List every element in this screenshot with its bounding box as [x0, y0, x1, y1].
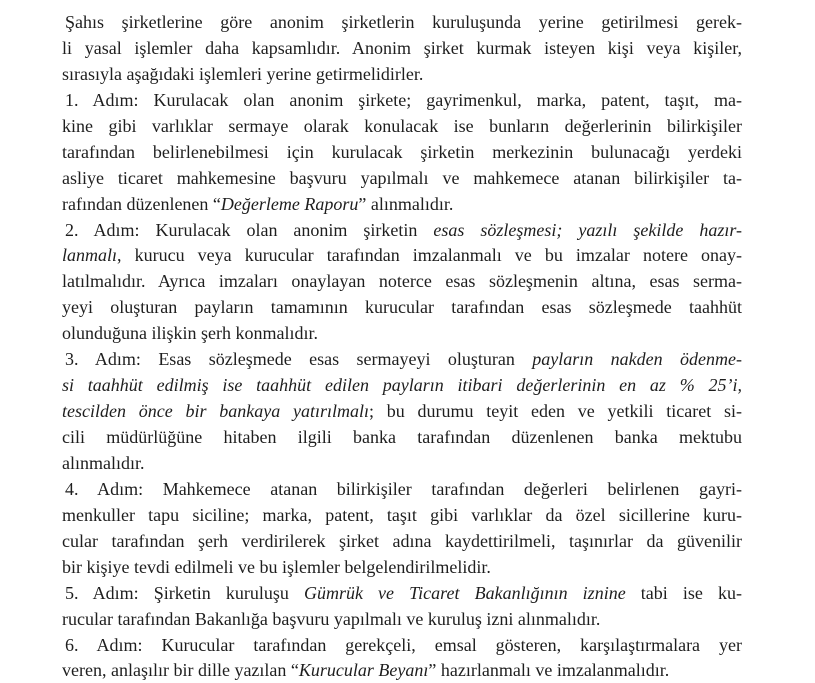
step-3-italic-c: tescilden önce bir bankaya yatırılmalı [62, 401, 369, 422]
step-3-text-a: 3. Adım: Esas sözleşmede esas sermayeyi oluşturan [65, 349, 533, 370]
step-2-line-3: latılmalıdır. Ayrıca imzaları onaylayan noterce esas sözleşmenin altına, esas serma- [62, 271, 742, 292]
step-1-line-2: kine gibi varlıklar sermaye olarak konulacak ise bunların değerlerinin bilirkişiler [62, 115, 742, 136]
step-1-text-b: ” alınmalıdır. [358, 193, 454, 214]
step-1-line-1: 1. Adım: Kurulacak olan anonim şirkete; gayrimenkul, marka, patent, taşıt, ma- [65, 89, 742, 110]
step-3-italic-a: payların nakden ödenme- [532, 349, 743, 370]
step-6-line-1: 6. Adım: Kurucular tarafından gerekçeli, emsal gösteren, karşılaştırmalara yer [65, 634, 742, 655]
step-6-text-b: ” hazırlanmalı ve imzalanmalıdır. [428, 660, 670, 681]
step-3-line-4: cili müdürlüğüne hitaben ilgili banka tarafından düzenlenen banka mektubu [62, 427, 742, 447]
step-5-text-a: 5. Adım: Şirketin kuruluşu [65, 582, 304, 603]
step-2-italic-b: lanmalı [62, 245, 118, 266]
step-3-line-2 [62, 373, 742, 399]
step-3-line-1 [62, 347, 742, 373]
step-5-line-2: rucular tarafından Bakanlığa başvuru yapılmalı ve kuruluş izni alınmalıdır. [62, 608, 601, 629]
step-5-italic: Gümrük ve Ticaret Bakanlığının iznine [303, 582, 626, 603]
step-3-text-b: ; bu durumu teyit eden ve yetkili ticaret si- [368, 401, 742, 422]
step-2-line-1 [62, 218, 742, 244]
intro-line-3: sırasıyla aşağıdaki işlemleri yerine getirmelidirler. [62, 63, 424, 84]
step-1-text-a: rafından düzenlenen “ [62, 193, 221, 214]
step-4-line-2: menkuller tapu siciline; marka, patent, taşıt gibi varlıklar da özel sicillerine kuru- [62, 504, 742, 525]
step-2-line-2 [62, 243, 742, 269]
step-1-line-3: tarafından belirlenebilmesi için kurulacak şirketin merkezinin bulunacağı yerdeki [62, 141, 742, 162]
step-6-line-2 [62, 658, 742, 683]
step-5-text-b: tabi ise ku- [625, 582, 742, 603]
step-3-line-3 [62, 399, 742, 425]
intro-line-1: Şahıs şirketlerine göre anonim şirketlerin kuruluşunda yerine getirilmesi gerek- [65, 12, 742, 32]
step-2-text-b: , kurucu veya kurucular tarafından imzalanmalı ve bu imzalar notere onay- [117, 245, 742, 266]
step-1-italic-term: Değerleme Raporu [220, 193, 359, 214]
step-2-text-a: 2. Adım: Kurulacak olan anonim şirketin [65, 219, 434, 240]
step-4-line-1: 4. Adım: Mahkemece atanan bilirkişiler tarafından değerleri belirlenen gayri- [65, 478, 742, 499]
document-body [62, 0, 742, 683]
step-4-line-3: cular tarafından şerh verdirilerek şirket adına kaydettirilmeli, taşınırlar da güvenilir [62, 530, 742, 551]
step-2-line-4: yeyi oluşturan payların tamamının kurucular tarafından esas sözleşmede taahhüt [62, 297, 742, 318]
step-1-line-4: asliye ticaret mahkemesine başvuru yapılmalı ve mahkemece atanan bilirkişiler ta- [62, 167, 742, 188]
step-6-text-a: veren, anlaşılır bir dille yazılan “ [62, 660, 299, 681]
step-2-line-5: olunduğuna ilişkin şerh konmalıdır. [62, 323, 318, 344]
step-4-line-4: bir kişiye tevdi edilmeli ve bu işlemler belgelendirilmelidir. [62, 556, 491, 577]
step-2-italic-a: esas sözleşmesi; yazılı şekilde hazır- [433, 219, 742, 240]
intro-line-2: li yasal işlemler daha kapsamlıdır. Anonim şirket kurmak isteyen kişi veya kişiler, [62, 37, 742, 58]
step-6-italic: Kurucular Beyanı [298, 660, 429, 681]
step-3-italic-b: si taahhüt edilmiş ise taahhüt edilen payların itibari değerlerinin en az % 25’i, [62, 375, 742, 396]
step-5-line-1 [62, 581, 742, 607]
step-3-line-5: alınmalıdır. [62, 452, 145, 473]
